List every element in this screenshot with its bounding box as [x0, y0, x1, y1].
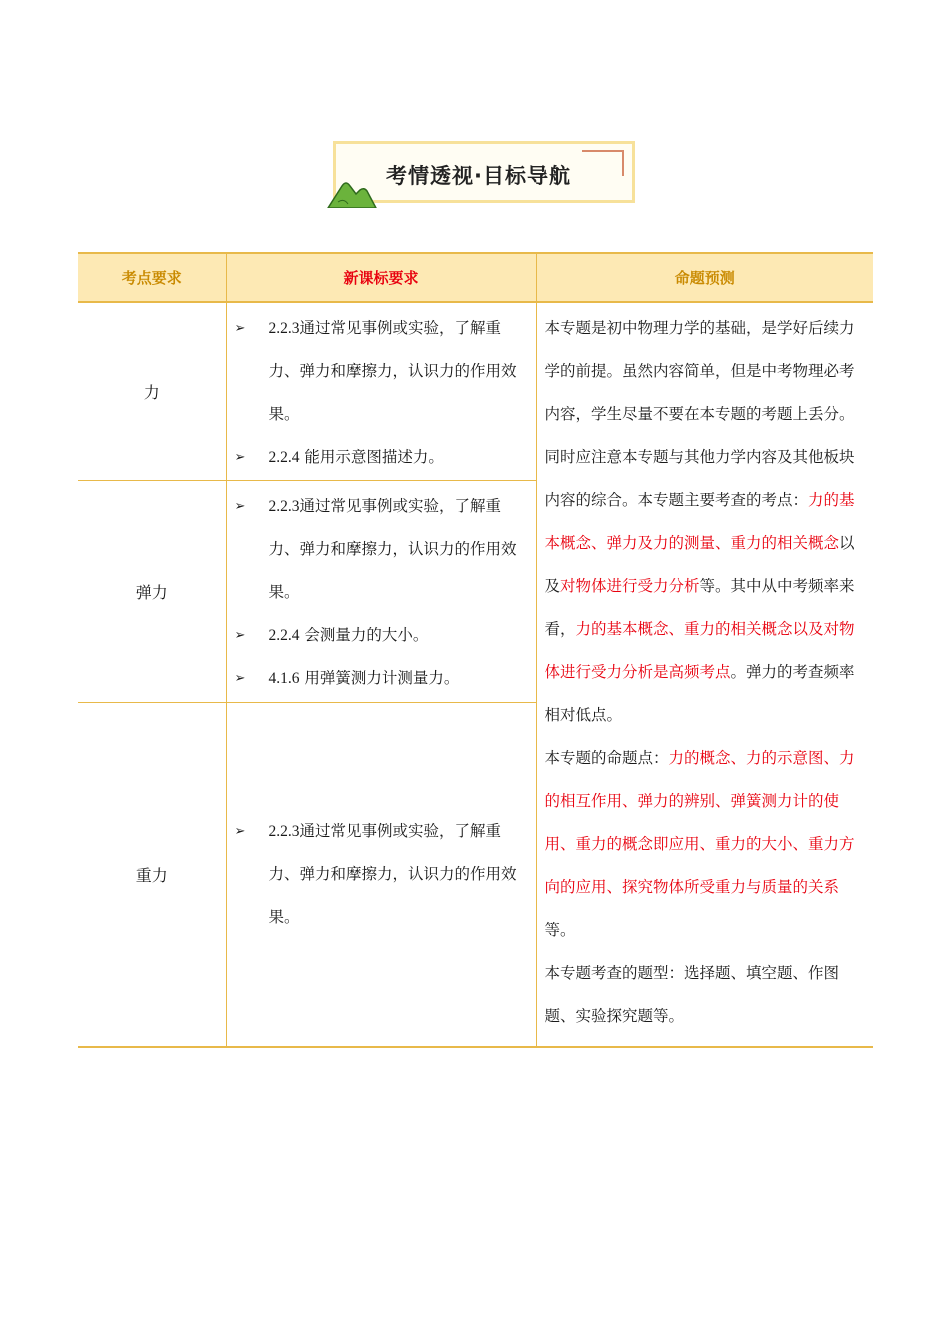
requirements-cell: [226, 302, 536, 481]
requirement-item: ➢ 2.2.3通过常见事例或实验，了解重力、弹力和摩擦力，认识力的作用效果。: [235, 307, 528, 436]
requirement-item: ➢ 2.2.4 会测量力的大小。: [235, 614, 528, 657]
requirement-item: ➢ 4.1.6 用弹簧测力计测量力。: [235, 657, 528, 700]
topic-cell: 重力: [78, 702, 226, 1047]
section-banner: [333, 141, 635, 203]
mountain-icon: [326, 178, 378, 208]
prediction-paragraph-2: 本专题的命题点：力的概念、力的示意图、力的相互作用、弹力的辨别、弹簧测力计的使用、重力的概念即应用、重力的大小、重力方向的应用、探究物体所受重力与质量的关系等。: [544, 749, 855, 939]
arrow-bullet-icon: ➢: [234, 321, 246, 336]
requirements-cell: [226, 481, 536, 703]
prediction-cell: [536, 302, 873, 1047]
header-exam-point: 考点要求: [78, 253, 226, 302]
banner-corner-decoration-vertical: [622, 150, 624, 176]
header-curriculum-requirement: 新课标要求: [226, 253, 536, 302]
topic-cell: 力: [78, 302, 226, 481]
table-row: [78, 302, 873, 481]
arrow-bullet-icon: ➢: [234, 450, 246, 465]
banner-corner-decoration: [582, 150, 624, 152]
header-prediction: 命题预测: [536, 253, 873, 302]
arrow-bullet-icon: ➢: [234, 628, 246, 644]
arrow-bullet-icon: ➢: [234, 823, 246, 839]
prediction-paragraph-3: 本专题考查的题型：选择题、填空题、作图题、实验探究题等。: [544, 964, 840, 1025]
requirements-cell: [226, 702, 536, 1047]
topic-cell: 弹力: [78, 481, 226, 703]
exam-requirements-table: [78, 252, 873, 1048]
requirement-item: ➢ 2.2.3通过常见事例或实验，了解重力、弹力和摩擦力，认识力的作用效果。: [235, 485, 528, 614]
requirement-item: ➢ 2.2.4 能用示意图描述力。: [235, 436, 528, 479]
arrow-bullet-icon: ➢: [234, 671, 246, 687]
table-header-row: [78, 253, 873, 302]
prediction-paragraph-1: 本专题是初中物理力学的基础，是学好后续力学的前提。虽然内容简单，但是中考物理必考内容，学生尽量不要在本专题的考题上丢分。同时应注意本专题与其他力学内容及其他板块内容的综合。本专题主要考查的考点：力的基本概念、弹力及力的测量、重力的相关概念以及对物体进行受力分析等。其中从中考频率来看，力的基本概念、重力的相关概念以及对物体进行受力分析是高频考点。弹力的考查频率相对低点。: [544, 319, 855, 724]
requirement-item: ➢ 2.2.3通过常见事例或实验，了解重力、弹力和摩擦力，认识力的作用效果。: [235, 810, 528, 939]
arrow-bullet-icon: ➢: [234, 499, 246, 515]
banner-title: 考情透视·目标导航: [386, 164, 571, 188]
